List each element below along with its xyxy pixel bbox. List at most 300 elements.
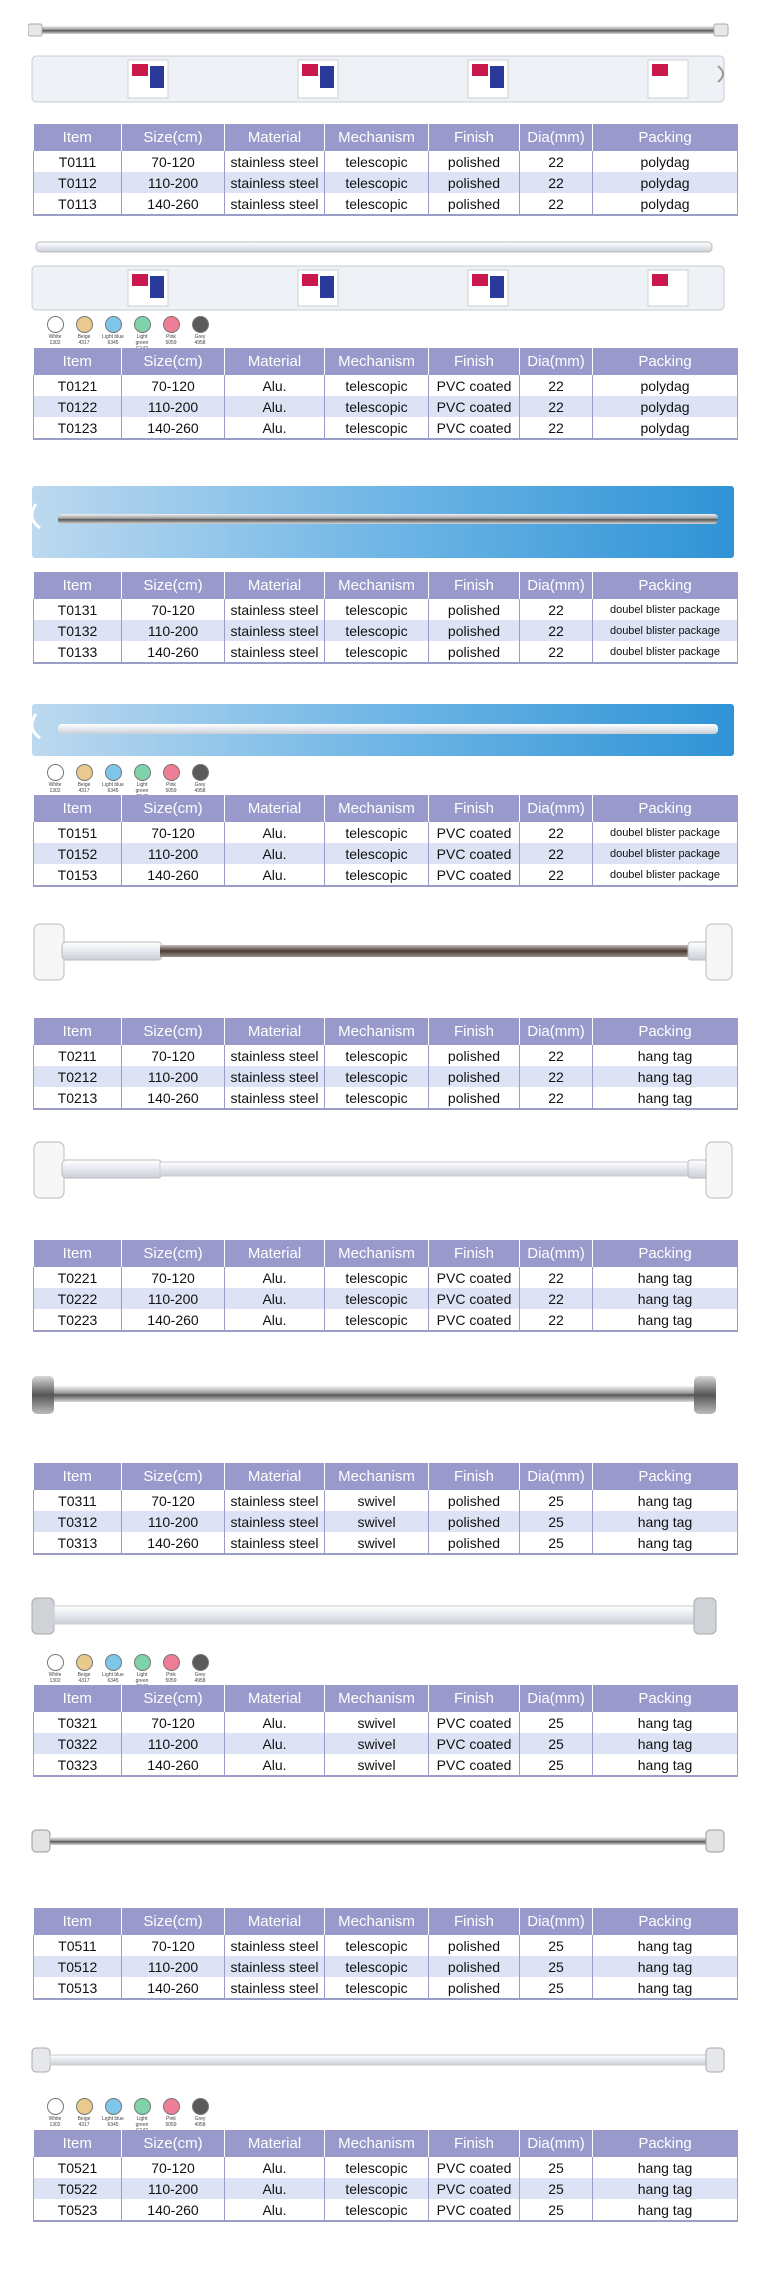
swatch-name: Beige xyxy=(77,2116,91,2122)
table-cell: PVC coated xyxy=(429,822,520,843)
table-cell: T0133 xyxy=(34,641,122,663)
table-cell: telescopic xyxy=(325,375,429,396)
column-header: Dia(mm) xyxy=(520,795,593,822)
table-cell: 70-120 xyxy=(122,1935,225,1956)
column-header: Finish xyxy=(429,1463,520,1490)
table-cell: PVC coated xyxy=(429,843,520,864)
swatch-name: White xyxy=(48,2116,62,2122)
product-image-steel-telescopic-rod xyxy=(28,918,738,988)
table-cell: PVC coated xyxy=(429,2157,520,2178)
table-cell: doubel blister package xyxy=(593,620,738,641)
swatch-dot xyxy=(105,2098,122,2115)
spec-table xyxy=(33,1240,738,1332)
table-cell: doubel blister package xyxy=(593,822,738,843)
table-cell: stainless steel xyxy=(225,151,325,172)
table-row xyxy=(34,1288,738,1309)
product-image-white-slim-rod xyxy=(28,2044,738,2076)
table-cell: 22 xyxy=(520,193,593,215)
column-header: Size(cm) xyxy=(122,124,225,151)
table-row xyxy=(34,864,738,886)
spec-table xyxy=(33,348,738,440)
table-cell: hang tag xyxy=(593,1733,738,1754)
column-header: Item xyxy=(34,1240,122,1267)
swatch-name: Light blue xyxy=(102,334,124,340)
swatch-name: Light blue xyxy=(102,2116,124,2122)
table-header-row xyxy=(34,124,738,151)
table-cell: stainless steel xyxy=(225,1066,325,1087)
table-cell: PVC coated xyxy=(429,1754,520,1776)
table-cell: 140-260 xyxy=(122,1309,225,1331)
column-header: Finish xyxy=(429,124,520,151)
table-cell: 25 xyxy=(520,1733,593,1754)
table-cell: PVC coated xyxy=(429,375,520,396)
table-cell: T0513 xyxy=(34,1977,122,1999)
column-header: Size(cm) xyxy=(122,1240,225,1267)
column-header: Item xyxy=(34,795,122,822)
column-header: Finish xyxy=(429,2130,520,2157)
column-header: Size(cm) xyxy=(122,572,225,599)
table-cell: Alu. xyxy=(225,1288,325,1309)
swatch-code: 4958 xyxy=(194,2122,206,2128)
table-cell: telescopic xyxy=(325,1309,429,1331)
table-cell: 22 xyxy=(520,641,593,663)
table-cell: 22 xyxy=(520,599,593,620)
table-cell: 25 xyxy=(520,2199,593,2221)
column-header: Packing xyxy=(593,795,738,822)
table-cell: hang tag xyxy=(593,2157,738,2178)
table-cell: PVC coated xyxy=(429,1733,520,1754)
column-header: Packing xyxy=(593,1018,738,1045)
swatch-dot xyxy=(163,764,180,781)
table-cell: stainless steel xyxy=(225,1087,325,1109)
table-cell: PVC coated xyxy=(429,1267,520,1288)
color-swatch xyxy=(102,2098,124,2134)
table-cell: 70-120 xyxy=(122,375,225,396)
swatch-name: Grey xyxy=(194,334,206,340)
column-header: Mechanism xyxy=(325,1908,429,1935)
column-header: Item xyxy=(34,124,122,151)
table-cell: PVC coated xyxy=(429,1712,520,1733)
table-cell: 70-120 xyxy=(122,1712,225,1733)
table-cell: telescopic xyxy=(325,1977,429,1999)
swatch-dot xyxy=(105,764,122,781)
table-cell: T0523 xyxy=(34,2199,122,2221)
table-cell: 22 xyxy=(520,1066,593,1087)
table-cell: stainless steel xyxy=(225,1935,325,1956)
table-cell: T0151 xyxy=(34,822,122,843)
table-cell: polydag xyxy=(593,151,738,172)
column-header: Material xyxy=(225,1463,325,1490)
table-cell: T0153 xyxy=(34,864,122,886)
swatch-code: 4317 xyxy=(78,1678,90,1684)
table-cell: polished xyxy=(429,1935,520,1956)
table-cell: 110-200 xyxy=(122,1288,225,1309)
color-swatch xyxy=(73,316,95,352)
table-cell: T0212 xyxy=(34,1066,122,1087)
swatch-dot xyxy=(76,316,93,333)
table-row xyxy=(34,1977,738,1999)
table-cell: polished xyxy=(429,1977,520,1999)
table-cell: telescopic xyxy=(325,1066,429,1087)
swatch-name: White xyxy=(48,782,62,788)
table-cell: hang tag xyxy=(593,1532,738,1554)
table-cell: stainless steel xyxy=(225,1490,325,1511)
spec-table xyxy=(33,1018,738,1110)
color-swatch xyxy=(44,2098,66,2134)
column-header: Finish xyxy=(429,348,520,375)
column-header: Material xyxy=(225,2130,325,2157)
column-header: Packing xyxy=(593,1685,738,1712)
column-header: Size(cm) xyxy=(122,795,225,822)
table-cell: Alu. xyxy=(225,396,325,417)
table-cell: Alu. xyxy=(225,1309,325,1331)
swatch-dot xyxy=(134,2098,151,2115)
column-header: Finish xyxy=(429,1018,520,1045)
table-cell: 70-120 xyxy=(122,1045,225,1066)
table-cell: polydag xyxy=(593,417,738,439)
column-header: Mechanism xyxy=(325,1240,429,1267)
table-cell: 22 xyxy=(520,151,593,172)
column-header: Item xyxy=(34,572,122,599)
table-cell: polydag xyxy=(593,172,738,193)
table-row xyxy=(34,1309,738,1331)
column-header: Finish xyxy=(429,1908,520,1935)
table-header-row xyxy=(34,1240,738,1267)
table-cell: doubel blister package xyxy=(593,843,738,864)
table-cell: swivel xyxy=(325,1712,429,1733)
table-cell: 22 xyxy=(520,1267,593,1288)
table-cell: polished xyxy=(429,1956,520,1977)
table-cell: telescopic xyxy=(325,620,429,641)
table-cell: 25 xyxy=(520,1532,593,1554)
column-header: Packing xyxy=(593,2130,738,2157)
table-cell: 70-120 xyxy=(122,2157,225,2178)
column-header: Mechanism xyxy=(325,1463,429,1490)
table-row xyxy=(34,172,738,193)
table-cell: Alu. xyxy=(225,2199,325,2221)
table-header-row xyxy=(34,1463,738,1490)
color-swatch xyxy=(160,2098,182,2134)
table-cell: 22 xyxy=(520,396,593,417)
swatch-name: Pink xyxy=(166,334,176,340)
table-row xyxy=(34,1733,738,1754)
column-header: Mechanism xyxy=(325,572,429,599)
table-cell: telescopic xyxy=(325,2178,429,2199)
column-header: Finish xyxy=(429,1685,520,1712)
table-cell: Alu. xyxy=(225,864,325,886)
table-cell: 25 xyxy=(520,1956,593,1977)
table-cell: hang tag xyxy=(593,1309,738,1331)
table-cell: stainless steel xyxy=(225,1977,325,1999)
column-header: Packing xyxy=(593,572,738,599)
table-cell: 25 xyxy=(520,1935,593,1956)
table-cell: PVC coated xyxy=(429,864,520,886)
table-cell: telescopic xyxy=(325,172,429,193)
column-header: Packing xyxy=(593,1463,738,1490)
table-cell: 22 xyxy=(520,620,593,641)
table-cell: 22 xyxy=(520,1288,593,1309)
swatch-code: 4958 xyxy=(194,1678,206,1684)
table-cell: telescopic xyxy=(325,396,429,417)
table-cell: telescopic xyxy=(325,2199,429,2221)
table-cell: stainless steel xyxy=(225,620,325,641)
table-cell: hang tag xyxy=(593,1977,738,1999)
table-cell: telescopic xyxy=(325,193,429,215)
table-cell: hang tag xyxy=(593,1087,738,1109)
table-cell: doubel blister package xyxy=(593,599,738,620)
table-cell: 110-200 xyxy=(122,1511,225,1532)
table-cell: PVC coated xyxy=(429,417,520,439)
swatch-dot xyxy=(163,2098,180,2115)
table-cell: PVC coated xyxy=(429,2178,520,2199)
column-header: Dia(mm) xyxy=(520,572,593,599)
table-cell: 110-200 xyxy=(122,1066,225,1087)
swatch-name: Light blue xyxy=(102,782,124,788)
table-cell: doubel blister package xyxy=(593,864,738,886)
table-cell: 70-120 xyxy=(122,822,225,843)
table-cell: hang tag xyxy=(593,1712,738,1733)
column-header: Size(cm) xyxy=(122,348,225,375)
column-header: Material xyxy=(225,1240,325,1267)
table-cell: hang tag xyxy=(593,1045,738,1066)
spec-table xyxy=(33,1908,738,2000)
column-header: Size(cm) xyxy=(122,2130,225,2157)
table-cell: T0322 xyxy=(34,1733,122,1754)
product-image-white-telescopic-rod xyxy=(28,1136,738,1206)
table-row xyxy=(34,843,738,864)
table-header-row xyxy=(34,1018,738,1045)
table-cell: Alu. xyxy=(225,1267,325,1288)
product-image-steel-slim-rod xyxy=(28,1826,738,1856)
table-cell: hang tag xyxy=(593,2178,738,2199)
table-cell: hang tag xyxy=(593,1066,738,1087)
table-cell: polished xyxy=(429,1511,520,1532)
table-cell: hang tag xyxy=(593,1935,738,1956)
column-header: Size(cm) xyxy=(122,1685,225,1712)
table-cell: hang tag xyxy=(593,1956,738,1977)
table-cell: T0211 xyxy=(34,1045,122,1066)
table-cell: polydag xyxy=(593,193,738,215)
table-cell: 140-260 xyxy=(122,1532,225,1554)
swatch-dot xyxy=(47,1654,64,1671)
table-cell: polished xyxy=(429,151,520,172)
swatch-code: 5059 xyxy=(165,2122,177,2128)
table-cell: 25 xyxy=(520,2178,593,2199)
table-cell: polished xyxy=(429,1066,520,1087)
spec-table xyxy=(33,1463,738,1555)
column-header: Mechanism xyxy=(325,1685,429,1712)
table-cell: 110-200 xyxy=(122,1956,225,1977)
table-cell: 25 xyxy=(520,1712,593,1733)
swatch-name: Beige xyxy=(77,334,91,340)
table-row xyxy=(34,1956,738,1977)
table-cell: polished xyxy=(429,599,520,620)
table-row xyxy=(34,2199,738,2221)
column-header: Material xyxy=(225,795,325,822)
table-cell: 110-200 xyxy=(122,396,225,417)
table-cell: telescopic xyxy=(325,1087,429,1109)
table-cell: polished xyxy=(429,193,520,215)
swatch-name: White xyxy=(48,1672,62,1678)
table-header-row xyxy=(34,795,738,822)
swatch-code: 6345 xyxy=(107,2122,119,2128)
table-cell: PVC coated xyxy=(429,2199,520,2221)
table-cell: T0132 xyxy=(34,620,122,641)
column-header: Material xyxy=(225,124,325,151)
table-cell: 110-200 xyxy=(122,172,225,193)
swatch-dot xyxy=(134,316,151,333)
table-cell: 110-200 xyxy=(122,620,225,641)
swatch-code: 1302 xyxy=(49,2122,61,2128)
product-image-white-swivel-rod xyxy=(28,1594,738,1638)
swatch-code: 4958 xyxy=(194,788,206,794)
table-cell: polished xyxy=(429,620,520,641)
swatch-code: 1302 xyxy=(49,340,61,346)
table-cell: T0323 xyxy=(34,1754,122,1776)
column-header: Item xyxy=(34,1685,122,1712)
table-cell: polished xyxy=(429,641,520,663)
table-cell: Alu. xyxy=(225,843,325,864)
swatch-dot xyxy=(134,764,151,781)
table-cell: 25 xyxy=(520,1754,593,1776)
swatch-dot xyxy=(47,2098,64,2115)
swatch-dot xyxy=(105,1654,122,1671)
table-cell: 22 xyxy=(520,843,593,864)
table-cell: Alu. xyxy=(225,2157,325,2178)
table-row xyxy=(34,1532,738,1554)
table-row xyxy=(34,822,738,843)
table-cell: telescopic xyxy=(325,1045,429,1066)
column-header: Size(cm) xyxy=(122,1908,225,1935)
table-cell: T0321 xyxy=(34,1712,122,1733)
product-image-steel-swivel-rod xyxy=(28,1372,738,1418)
table-cell: stainless steel xyxy=(225,172,325,193)
table-cell: 110-200 xyxy=(122,843,225,864)
table-cell: T0312 xyxy=(34,1511,122,1532)
table-cell: polydag xyxy=(593,375,738,396)
table-cell: 22 xyxy=(520,1309,593,1331)
table-row xyxy=(34,1511,738,1532)
column-header: Finish xyxy=(429,795,520,822)
table-cell: 22 xyxy=(520,864,593,886)
table-row xyxy=(34,1712,738,1733)
spec-table xyxy=(33,2130,738,2222)
table-cell: 140-260 xyxy=(122,417,225,439)
swatch-name: Light green xyxy=(135,782,149,794)
swatch-dot xyxy=(192,316,209,333)
table-cell: stainless steel xyxy=(225,1045,325,1066)
table-cell: polished xyxy=(429,172,520,193)
table-cell: doubel blister package xyxy=(593,641,738,663)
swatch-code: 5059 xyxy=(165,340,177,346)
table-row xyxy=(34,396,738,417)
column-header: Mechanism xyxy=(325,348,429,375)
column-header: Packing xyxy=(593,124,738,151)
table-cell: T0152 xyxy=(34,843,122,864)
swatch-dot xyxy=(76,2098,93,2115)
swatch-dot xyxy=(192,2098,209,2115)
color-swatches xyxy=(44,2098,211,2134)
table-row xyxy=(34,620,738,641)
color-swatches xyxy=(44,316,211,352)
table-cell: telescopic xyxy=(325,2157,429,2178)
table-cell: telescopic xyxy=(325,151,429,172)
product-image-steel-rod-polybag xyxy=(28,20,738,120)
table-cell: T0313 xyxy=(34,1532,122,1554)
table-row xyxy=(34,151,738,172)
table-row xyxy=(34,1087,738,1109)
swatch-name: Pink xyxy=(166,782,176,788)
table-header-row xyxy=(34,2130,738,2157)
table-cell: T0311 xyxy=(34,1490,122,1511)
swatch-code: 4317 xyxy=(78,340,90,346)
table-cell: telescopic xyxy=(325,1267,429,1288)
table-cell: polished xyxy=(429,1490,520,1511)
table-cell: Alu. xyxy=(225,1754,325,1776)
table-row xyxy=(34,417,738,439)
table-cell: 140-260 xyxy=(122,1754,225,1776)
table-cell: T0111 xyxy=(34,151,122,172)
color-swatch xyxy=(102,316,124,352)
column-header: Dia(mm) xyxy=(520,1240,593,1267)
column-header: Mechanism xyxy=(325,124,429,151)
table-cell: Alu. xyxy=(225,417,325,439)
table-cell: 140-260 xyxy=(122,1977,225,1999)
swatch-code: 4317 xyxy=(78,2122,90,2128)
table-row xyxy=(34,599,738,620)
table-cell: 22 xyxy=(520,417,593,439)
table-row xyxy=(34,2178,738,2199)
swatch-code: 5059 xyxy=(165,788,177,794)
color-swatch xyxy=(160,316,182,352)
table-cell: T0222 xyxy=(34,1288,122,1309)
product-image-alu-rod-blister xyxy=(28,702,738,758)
swatch-dot xyxy=(105,316,122,333)
table-cell: PVC coated xyxy=(429,1309,520,1331)
table-cell: T0511 xyxy=(34,1935,122,1956)
spec-table xyxy=(33,572,738,664)
swatch-name: Beige xyxy=(77,782,91,788)
table-header-row xyxy=(34,348,738,375)
table-cell: stainless steel xyxy=(225,1956,325,1977)
table-cell: 70-120 xyxy=(122,151,225,172)
color-swatch xyxy=(189,2098,211,2134)
table-cell: swivel xyxy=(325,1532,429,1554)
table-cell: 140-260 xyxy=(122,1087,225,1109)
swatch-dot xyxy=(163,316,180,333)
swatch-name: Light blue xyxy=(102,1672,124,1678)
color-swatch xyxy=(189,316,211,352)
table-cell: 22 xyxy=(520,1045,593,1066)
column-header: Dia(mm) xyxy=(520,1908,593,1935)
column-header: Size(cm) xyxy=(122,1463,225,1490)
column-header: Packing xyxy=(593,348,738,375)
color-swatch xyxy=(131,2098,153,2134)
color-swatch xyxy=(73,2098,95,2134)
table-cell: stainless steel xyxy=(225,193,325,215)
table-cell: swivel xyxy=(325,1754,429,1776)
table-cell: swivel xyxy=(325,1490,429,1511)
swatch-name: Light green xyxy=(135,334,149,346)
swatch-dot xyxy=(76,764,93,781)
table-cell: Alu. xyxy=(225,375,325,396)
table-cell: polished xyxy=(429,1532,520,1554)
table-row xyxy=(34,1754,738,1776)
swatch-dot xyxy=(192,764,209,781)
table-row xyxy=(34,2157,738,2178)
swatch-code: 4317 xyxy=(78,788,90,794)
column-header: Material xyxy=(225,1908,325,1935)
